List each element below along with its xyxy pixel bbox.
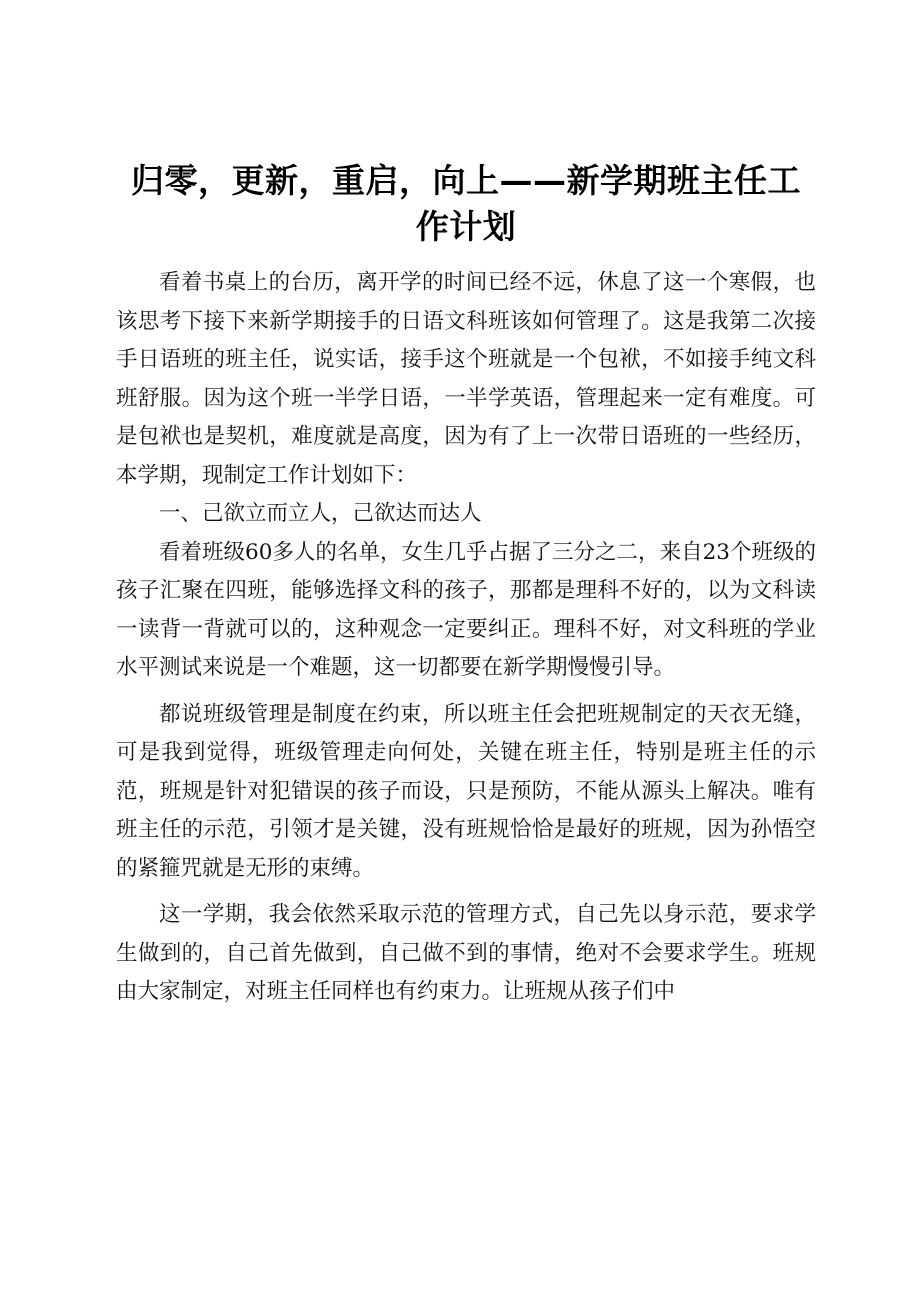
document-page (116, 158, 816, 1012)
document-body (116, 264, 816, 1012)
paragraph-class-rules: 都说班级管理是制度在约束，所以班主任会把班规制定的天衣无缝，可是我到觉得，班级管理走向何处，关键在班主任，特别是班主任的示范，班规是针对犯错误的孩子而设，只是预防，不能从源头上解决。唯有班主任的示范，引领才是关键，没有班规恰恰是最好的班规，因为孙悟空的紧箍咒就是无形的束缚。 (116, 701, 816, 881)
document-title: 归零，更新，重启，向上——新学期班主任工作计划 (131, 161, 801, 246)
paragraph-semester-plan: 这一学期，我会依然采取示范的管理方式，自己先以身示范，要求学生做到的，自己首先做到，自己做不到的事情，绝对不会要求学生。班规由大家制定，对班主任同样也有约束力。让班规从孩子们中 (116, 902, 816, 1004)
section-heading-1: 一、己欲立而立人，己欲达而达人 (159, 501, 482, 526)
paragraph-class-roster: 看着班级60多人的名单，女生几乎占据了三分之二，来自23个班级的孩子汇聚在四班，能够选择文科的孩子，那都是理科不好的，以为文科读一读背一背就可以的，这种观念一定要纠正。理科不好，对文科班的学业水平测试来说是一个难题，这一切都要在新学期慢慢引导。 (116, 539, 816, 680)
paragraph-intro: 看着书桌上的台历，离开学的时间已经不远，休息了这一个寒假，也该思考下接下来新学期接手的日语文科班该如何管理了。这是我第二次接手日语班的班主任，说实话，接手这个班就是一个包袱，不如接手纯文科班舒服。因为这个班一半学日语，一半学英语，管理起来一定有难度。可是包袱也是契机，难度就是高度，因为有了上一次带日语班的一些经历，本学期，现制定工作计划如下： (116, 270, 816, 488)
